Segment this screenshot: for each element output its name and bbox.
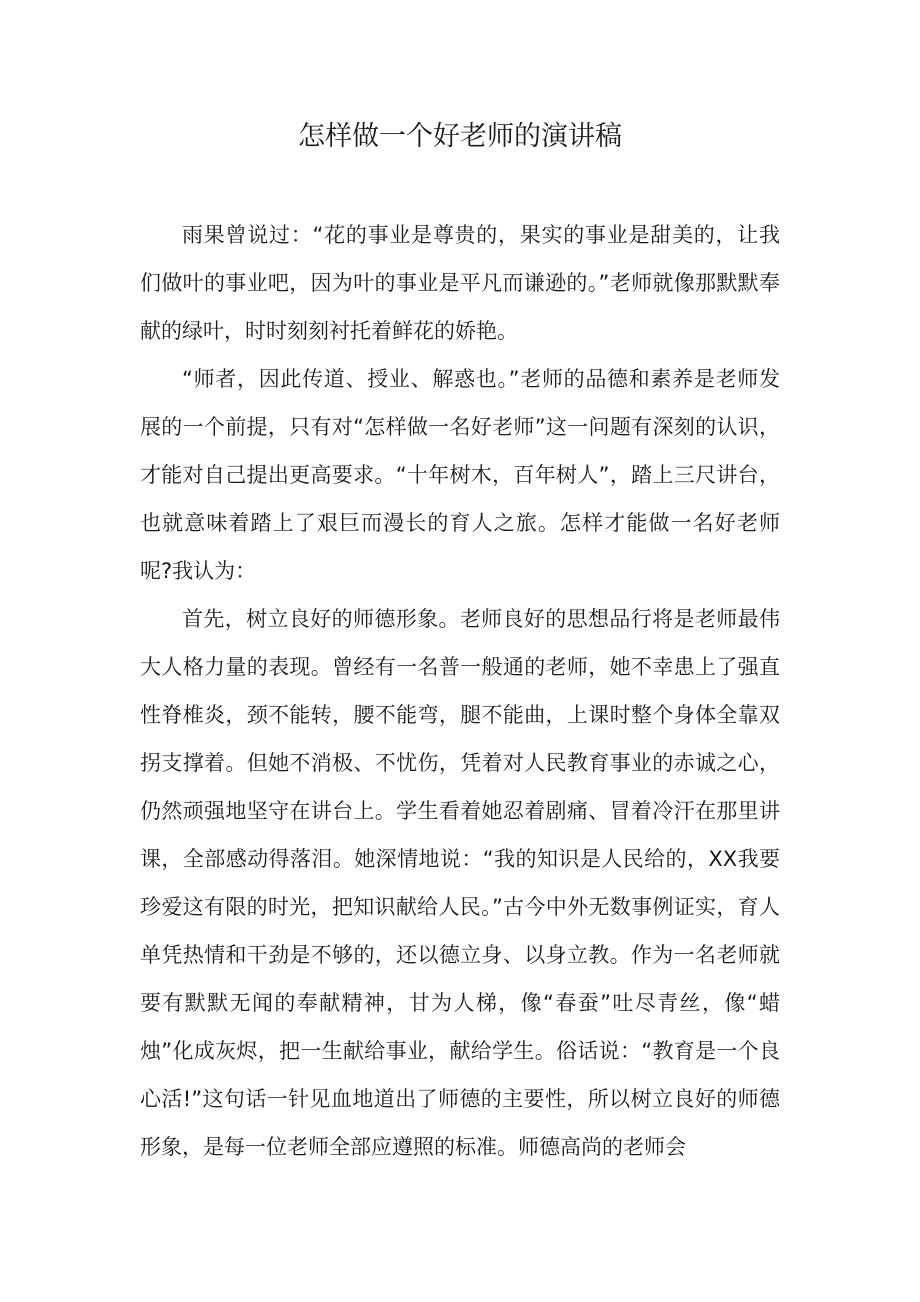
paragraph-2: “师者，因此传道、授业、解惑也。”老师的品德和素养是老师发展的一个前提，只有对“怎样做一名好老师”这一问题有深刻的认识，才能对自己提出更高要求。“十年树木，百年树人”，踏上三尺讲台，也就意味着踏上了艰巨而漫长的育人之旅。怎样才能做一名好老师呢?我认为： [140,367,780,583]
document-body [140,211,780,1171]
paragraph-1: 雨果曾说过：“花的事业是尊贵的，果实的事业是甜美的，让我们做叶的事业吧，因为叶的事业是平凡而谦逊的。”老师就像那默默奉献的绿叶，时时刻刻衬托着鲜花的娇艳。 [140,223,780,343]
paragraph-3: 首先，树立良好的师德形象。老师良好的思想品行将是老师最伟大人格力量的表现。曾经有一名普一般通的老师，她不幸患上了强直性脊椎炎，颈不能转，腰不能弯，腿不能曲，上课时整个身体全靠双拐支撑着。但她不消极、不忧伤，凭着对人民教育事业的赤诚之心，仍然顽强地坚守在讲台上。学生看着她忍着剧痛、冒着冷汗在那里讲课，全部感动得落泪。她深情地说：“我的知识是人民给的，XX我要珍爱这有限的时光，把知识献给人民。”古今中外无数事例证实，育人单凭热情和干劲是不够的，还以德立身、以身立教。作为一名老师就要有默默无闻的奉献精神，甘为人梯，像“春蚕”吐尽青丝，像“蜡烛”化成灰烬，把一生献给事业，献给学生。俗话说：“教育是一个良心活!”这句话一针见血地道出了师德的主要性，所以树立良好的师德形象，是每一位老师全部应遵照的标准。师德高尚的老师会 [140,607,780,1159]
document-title: 怎样做一个好老师的演讲稿 [298,121,622,152]
